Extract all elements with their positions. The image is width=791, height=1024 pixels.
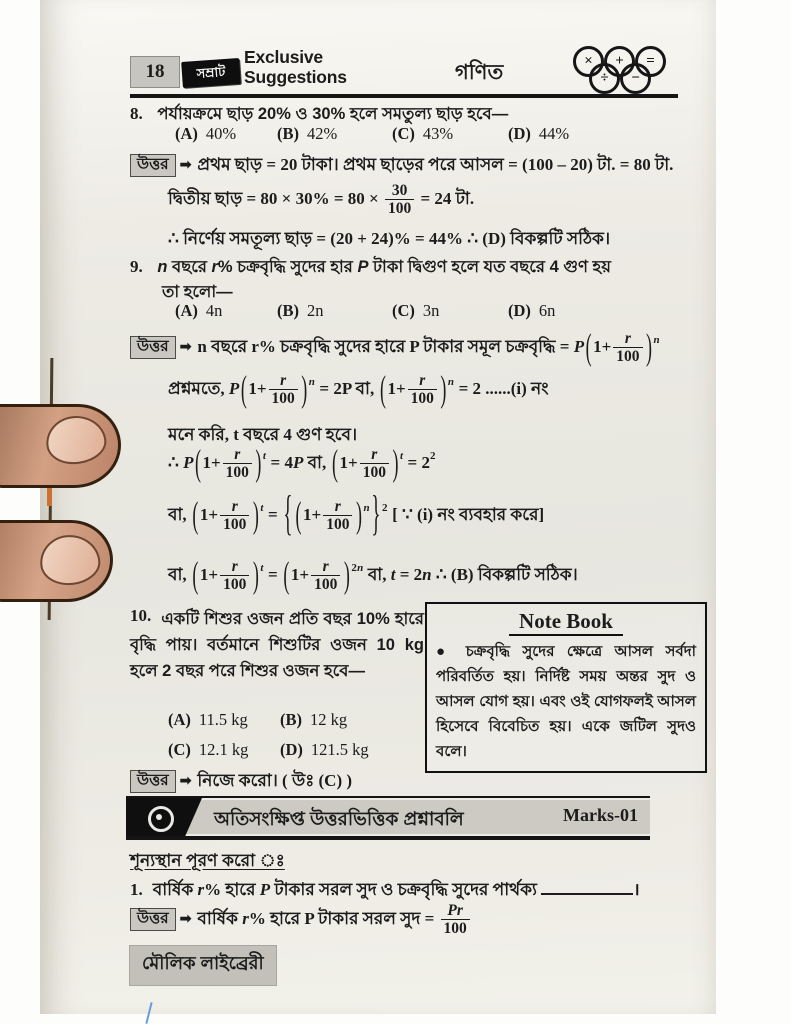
answer-arrow-icon: ➡	[179, 158, 192, 173]
option-a: (A) 11.5 kg	[168, 710, 248, 729]
question-9-number: 9.	[130, 257, 143, 276]
option-a: (A) 40%	[175, 124, 237, 143]
question-1-text: বার্ষিক r% হারে P টাকার সরল সুদ ও চক্রবৃদ্ধি সুদের পার্থক্য ।	[153, 880, 640, 899]
finger-top	[0, 404, 121, 488]
swirl-logo-icon	[148, 806, 174, 832]
option-b: (B) 42%	[277, 124, 338, 143]
notebook-title: Note Book	[436, 609, 696, 634]
section-marks: Marks-01	[563, 805, 638, 825]
finger-bottom	[0, 520, 113, 602]
brand-title	[244, 47, 347, 87]
answer-arrow-icon: ➡	[179, 911, 192, 927]
divide-ring-icon: ÷	[589, 63, 620, 94]
equals-ring-icon: =	[635, 46, 666, 77]
publisher-badge: মৌলিক লাইব্রেরী	[130, 946, 276, 985]
answer-1-line	[130, 902, 472, 938]
plus-ring-icon: +	[604, 46, 635, 77]
book-page	[40, 0, 716, 1014]
answer-9-text1: n বছরে r% চক্রবৃদ্ধি সুদের হারে P টাকার সমূল চক্রবৃদ্ধি = P(1+ $\frac{r}{100}$ ) $^n$	[197, 325, 660, 367]
answer-9-line5: বা, (1+ $\frac{r}{100}$ ) $^t$ = { (1+ $\frac{r}{100}$ ) $^n$} $^2$ [ ∵ (i) নং ব্যবহার করে]	[168, 487, 545, 542]
header-rule	[130, 94, 678, 98]
answer-10-line	[130, 768, 352, 796]
notebook-box	[425, 602, 707, 773]
option-d: (D) 6n	[508, 301, 556, 320]
option-b: (B) 12 kg	[280, 710, 348, 729]
question-10-text: একটি শিশুর ওজন প্রতি বছর 10% হারে বৃদ্ধি পায়। বর্তমানে শিশুটির ওজন 10 kg হলে 2 বছর পরে শিশুর ওজন হবে—	[130, 610, 424, 680]
section-bar	[126, 796, 650, 840]
brand-logo-badge: সম্রাট	[181, 58, 241, 88]
question-8-text: পর্যায়ক্রমে ছাড় 20% ও 30% হলে সমতুল্য ছাড় হবে—	[157, 105, 509, 123]
answer-10-text: নিজে করো। ( উঃ (C) )	[197, 771, 353, 790]
minus-ring-icon: −	[620, 63, 651, 94]
question-9-text: n বছরে r% চক্রবৃদ্ধি সুদের হার P টাকা দ্বিগুণ হলে যত বছরে 4 গুণ হয়	[157, 258, 611, 276]
answer-8-line2: দ্বিতীয় ছাড় = 80 × 30% = 80 × $\frac{30}{100}$ = 24 টা.	[168, 182, 475, 218]
page-number: 18	[130, 56, 180, 88]
question-10-number: 10.	[130, 606, 152, 625]
answer-9-line1	[130, 325, 660, 367]
answer-label-badge: উত্তর	[130, 336, 176, 359]
answer-1-text: বার্ষিক r% হারে P টাকার সরল সুদ = $\frac{Pr}{100}$	[197, 909, 471, 928]
math-rings-icon	[573, 46, 671, 94]
answer-8-line1	[130, 152, 673, 180]
question-8-options	[40, 124, 716, 148]
bullet-icon: ●	[436, 643, 454, 660]
multiply-ring-icon: ×	[573, 46, 604, 77]
answer-label-badge: উত্তর	[130, 154, 176, 177]
footer-badge-wrap	[130, 946, 276, 985]
subject-title: গণিত	[455, 61, 504, 84]
answer-8-text1: প্রথম ছাড় = 20 টাকা। প্রথম ছাড়ের পরে আসল = (100 – 20) টা. = 80 টা.	[197, 155, 674, 174]
brand-line1: Exclusive	[244, 47, 323, 67]
section-title: অতিসংক্ষিপ্ত উত্তরভিত্তিক প্রশ্নাবলি	[214, 808, 464, 829]
question-9	[130, 254, 611, 281]
option-d: (D) 121.5 kg	[280, 740, 369, 759]
option-c: (C) 3n	[392, 301, 440, 320]
section-bar-top-rule	[126, 796, 650, 798]
answer-arrow-icon: ➡	[179, 339, 192, 355]
option-d: (D) 44%	[508, 124, 570, 143]
fingernail	[43, 412, 109, 468]
answer-label-badge: উত্তর	[130, 908, 176, 931]
answer-9-line6: বা, (1+ $\frac{r}{100}$ ) $^t$ = (1+ $\frac{r}{100}$ ) $^{2n}$ বা, t = 2n ∴ (B) বিকল্পটি সঠিক।	[168, 553, 578, 595]
question-9-text2: তা হলো—	[162, 283, 233, 301]
brand-line2: Suggestions	[244, 67, 347, 87]
answer-arrow-icon: ➡	[179, 774, 192, 789]
question-1-number: 1.	[130, 880, 143, 899]
answer-9-line4: ∴ P(1+ $\frac{r}{100}$ ) $^t$ = 4P বা, (1+ $\frac{r}{100}$ ) $^t = 2^2$	[168, 441, 436, 483]
section-bar-bottom-rule	[126, 836, 650, 840]
question-9-options	[40, 301, 716, 325]
option-a: (A) 4n	[175, 301, 223, 320]
answer-9-line3: মনে করি, t বছরে 4 গুণ হবে।	[168, 425, 358, 444]
question-8-number: 8.	[130, 104, 143, 123]
answer-9-line2: প্রশ্নমতে, P(1+ $\frac{r}{100}$ ) $^n$ = 2P বা, (1+ $\frac{r}{100}$ ) $^n$ = 2 ......(i) নং	[168, 367, 549, 409]
answer-8-line3: ∴ নির্ণেয় সমতূল্য ছাড় = (20 + 24)% = 44% ∴ (D) বিকল্পটি সঠিক।	[168, 229, 611, 248]
option-c: (C) 43%	[392, 124, 454, 143]
fingernail	[38, 532, 103, 588]
answer-label-badge: উত্তর	[130, 770, 176, 793]
question-1	[130, 876, 640, 905]
question-10	[130, 606, 424, 684]
option-b: (B) 2n	[277, 301, 324, 320]
notebook-text: ● চক্রবৃদ্ধি সুদের ক্ষেত্রে আসল সর্বদা পরিবর্তিত হয়। নির্দিষ্ট সময় অন্তর সুদ ও আসল যোগ হয়। এবং ওই যোগফলই আসল হিসেবে বিবেচিত হয়। একে জটিল সুদও বলে।	[436, 643, 696, 760]
fill-blanks-heading: শূন্যস্থান পূরণ করো ঃ	[130, 851, 285, 870]
option-c: (C) 12.1 kg	[168, 740, 249, 759]
